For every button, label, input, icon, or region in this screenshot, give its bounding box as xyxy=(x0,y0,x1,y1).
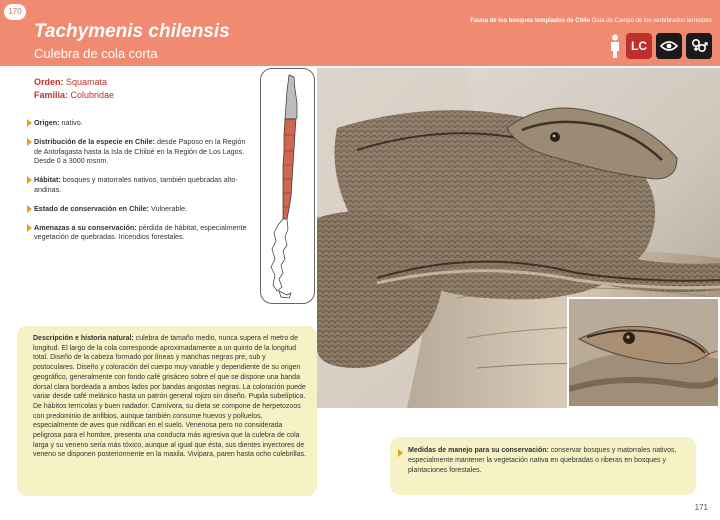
fact-habitat xyxy=(27,175,253,195)
family-value: Colubridae xyxy=(68,90,115,100)
fact-text: pérdida de hábitat, especialmente vegetación de quebradas. Incendios forestales. xyxy=(34,222,247,242)
fact-label: Hábitat: xyxy=(34,175,61,185)
series-title xyxy=(470,18,712,24)
bullet-arrow-icon xyxy=(27,119,32,127)
taxonomy-block xyxy=(34,76,114,102)
management-box xyxy=(390,437,696,495)
order-value: Squamata xyxy=(63,77,108,87)
description-label: Descripción e historia natural: xyxy=(33,335,134,342)
bullet-arrow-icon xyxy=(27,138,32,146)
conservation-status-badge: LC xyxy=(626,33,652,59)
description-text: culebra de tamaño medio, nunca supera el metro de longitud. El largo de la cola corresponde aproximadamente a un quinto de la longitud total. Diseño de la cabeza formado por líneas y manchas negras pre, sub y postoculares. Diseño y coloración del cuerpo muy variable y dependiente de su origen geográfico, generalmente con fondo café grisáceo sobre el que se dispone una banda dorsal clara bordeada a ambos lados por bandas angostas negras. La coloración puede variar desde café melánico hasta un patrón general rojizo sin diseño. Pupila subelíptica. De hábitos terrícolas y buen nadador. Carnívora, su dieta se compone de herpetozoos con predominio de anfibios, aunque también consume huevos y polluelos, especialmente de aves que nidifican en el suelo. Venenosa pero no considerada peligrosa para el hombre, presenta una conducta más agresiva que la culebra de cola larga y su veneno sería más tóxico, aunque al igual que ésta, sus dientes inyectores de veneno se disponen posteriormente en la maxila. Vivípara, paren hasta ocho culebrillas. xyxy=(33,335,307,459)
fact-distribution xyxy=(27,137,253,166)
snake-head-inset-photo xyxy=(567,297,720,408)
page-header xyxy=(0,0,720,66)
fact-text: desde Paposo en la Región de Antofagasta hasta la Isla de Chiloé en la Región de Los Lagos. Desde 0 a 3000 msnm. xyxy=(34,136,246,166)
family-label: Familia: xyxy=(34,90,69,100)
fact-label: Estado de conservación en Chile: xyxy=(34,203,150,213)
fact-label: Origen: xyxy=(34,118,60,127)
management-label: Medidas de manejo para su conservación: xyxy=(408,447,549,454)
description-box xyxy=(17,326,317,496)
page-number-bottom: 171 xyxy=(694,503,708,512)
species-facts xyxy=(27,118,253,251)
page-number-top: 170 xyxy=(4,4,26,20)
distribution-map xyxy=(260,68,315,304)
management-text: conservar bosques y matorrales nativos, especialmente mantener la vegetación nativa en quebradas o riberas en bosques y plantaciones forestales. xyxy=(408,447,677,474)
person-icon xyxy=(608,33,622,59)
fact-threats xyxy=(27,223,253,243)
common-name: Culebra de cola corta xyxy=(34,46,158,61)
family-line xyxy=(34,89,114,102)
fact-label: Distribución de la especie en Chile: xyxy=(34,136,156,146)
fact-text: bosques y matorrales nativos, también quebradas alto-andinas. xyxy=(34,175,238,194)
badge-row xyxy=(608,32,712,60)
sex-symbols-icon xyxy=(686,33,712,59)
order-label: Orden: xyxy=(34,77,64,87)
fact-text: Vulnerable. xyxy=(149,203,188,213)
order-line xyxy=(34,76,114,89)
series-title-bold: Fauna de los bosques templados de Chile xyxy=(470,18,590,24)
bullet-arrow-icon xyxy=(27,224,32,232)
bullet-arrow-icon xyxy=(27,205,32,213)
fact-label: Amenazas a su conservación: xyxy=(34,222,137,232)
bullet-arrow-icon xyxy=(398,449,403,457)
eye-icon xyxy=(656,33,682,59)
fact-text: nativo. xyxy=(59,118,83,127)
bullet-arrow-icon xyxy=(27,176,32,184)
fact-conservation-status xyxy=(27,204,253,214)
series-title-rest: Guía de Campo de los vertebrados terrestres xyxy=(589,18,712,24)
fact-origin xyxy=(27,118,253,128)
scientific-name: Tachymenis chilensis xyxy=(34,21,230,42)
